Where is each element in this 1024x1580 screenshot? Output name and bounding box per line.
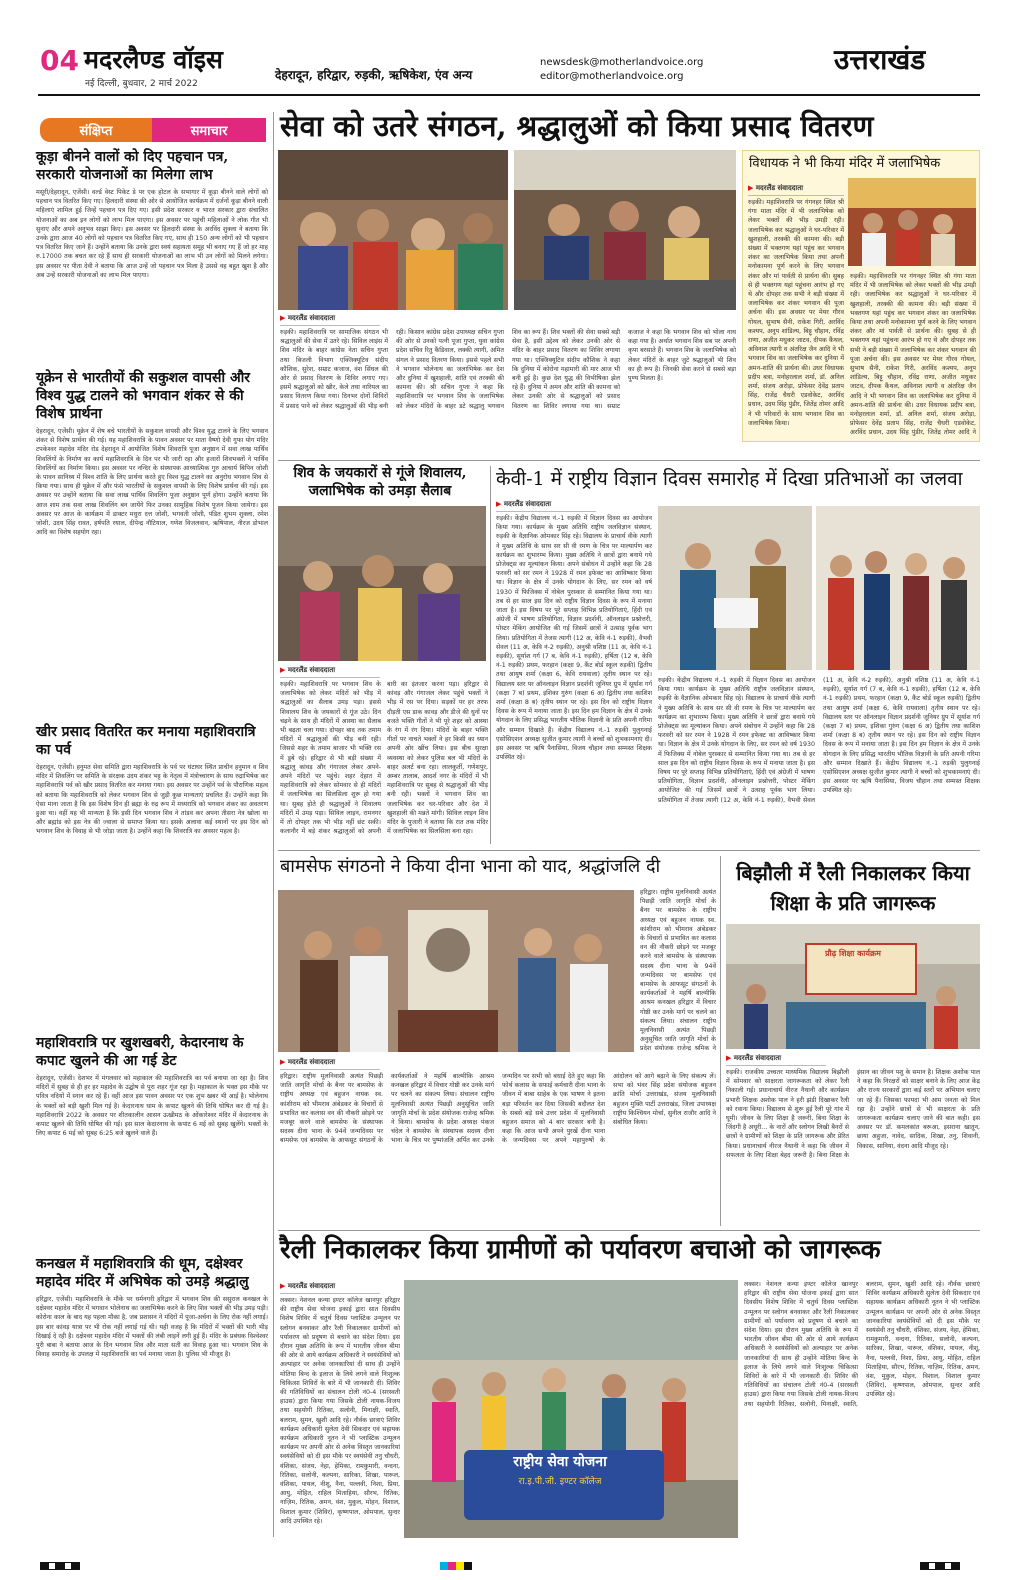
shivalay-body: रुड़की। महाशिवरात्रि पर भगवान शिव के जलाभिषेक को लेकर मंदिरों को भीड़ में श्रद्धालुओं का सैलाब उमड़ पड़ा। इससे शिवालय शिव के जयकारों से गूंज उठे। दिन चढ़ने के साथ ही मंदिरों में आस्था का सैलाब भी बढ़ता चला गया। दोपहर बाद तक तमाम मंदिरों में श्रद्धालुओं की भीड़ बनी रही। जिससे शहर के तमाम बाजार भी भक्ति रस में डूबे रहे। हरिद्वार से भी बड़ी संख्या में श्रद्धालु कांवड़ और गंगाजल लेकर अपने-अपने मंदिरों पर पहुंचे। शहर देहात में महाशिवरात्रि को लेकर सोमवार से ही मंदिरों में जलाभिषेक का सिलसिला शुरू हो गया था। सुबह होते ही श्रद्धालुओं ने शिवालय मंदिरों में उमड़ पड़ा। सिविल लाइन, रामनगर में तो दोपहर तक भी भीड़ नहीं छंट सकी। कलानौर में बड़े शंकर श्रद्धालुओं को अपनी बारी का इंतजार करना पड़ा। हरिद्वार से कांवड़ और गंगाजल लेकर पहुंचे भक्तों ने भीड़ में रस पर दिया। सड़कों पर हर तरफ दौड़ती एस डाक कावड़ और डीजे की धुनों पर बजते भक्ति गीतों ने भी पूरे शहर को आस्था के रंग में रंग दिया। मंदिरों के बाहर भक्ति गीतों पर नाचते भक्तों ने हर किसी का ध्यान अपनी ओर खींच लिया। इस बीच सुरक्षा व्यवस्था को लेकर पुलिस बल भी मंदिरों के बाहर अलर्ट बना रहा। लालकुर्ती, गणेशपुर, अम्बर तालाब, आदर्श नगर के मंदिरों में भी महाशिवरात्रि पर सुबह से श्रद्धालुओं की भीड़ बनी रही। भक्तों ने भगवान शिव का जलाभिषेक कर घर-परिवार और देश में खुशहाली की मन्नते मांगी। सिविल लाइन शिव मंदिर के पुजारी ने बताया कि रात तक मंदिर में जलाभिषेक का सिलसिला बना रहा। xyxy=(280,681,488,836)
literacy-banner-text: प्रौढ़ शिक्षा कार्यक्रम xyxy=(825,949,881,958)
kv-photo-1 xyxy=(658,506,812,670)
education-rally-headline: बिझौली में रैली निकालकर किया शिक्षा के प्रति जागरूक xyxy=(736,861,970,915)
brief-body-1: मसूरी/देहरादून, एजेंसी। वर्ल्ड वेस्ट पिकेट डे पर एक होटल के सभागार में कूड़ा बीनने वाले लोगों को पहचान पत्र वितरित किए गए। हिलदारी संस्था की ओर से आयोजित कार्यक्रम में दर्जनों कूड़ा बीनने वाली महिलाएं शामिल हुई जिन्हें पहचान पत्र दिए गए। इसी प्रदेश सरकार व भारत सरकार द्वारा संचालित योजनाओं का अब इन लोगों को लाभ मिल पाएगा। इस अवसर पर पहुंची महिलाओं ने लोक गीत भी सुनाए और अपने अनुभव साझा किए। इस अवसर पर हिलदारी संस्था के अरविंद शुक्ला ने बताया कि उनके द्वारा आज 40 लोगों को पहचान पत्र वितरित किए गए, साथ ही 150 अन्य लोगों को भी पहचान पत्र वितरित किए जाने हैं। उन्होंने बताया कि उनके द्वारा स्वयं सहायता समूह भी बनाए गए हैं जो हर माह रु.17000 तक बचत कर रहे हैं साथ ही सरकारी योजनाओं का लाभ भी उन लोगों को मिलने लगेगा। इस अवसर पर पीता देवी ने बताया कि आज उन्हें जो पहचान पत्र मिला है उससे वह बहुत खुश है और अब उन्हें सरकारी योजनाओं का लाभ मिल पाएगा। xyxy=(36,189,268,279)
brief-body-4: देहरादून, एजेंसी। देशभर में मंगलवार को महाकाल की महाशिवरात्रि का पर्व बनाया जा रहा है। शिव मंदिरों में सुबह से ही हर हर महादेव के उद्घोष से पूरा शहर गूंज रहा है। महाकाल के भक्त इस मौके पर पवित्र नदियों में स्नान कर रहे हैं। वहीं आज इस पावन अवसर पर एक शुभ खबर भी आई है। भोलेनाथ के भक्तों को बड़ी खुशी मिल गई है। केदारनाथ धाम के कपाट खुलने की तिथि घोषित कर दी गई है। महाशिवरात्रि 2022 के अवसर पर शीतकालीन आसन ऊखीमठ के ओंकारेश्वर मंदिर में केदारनाथ के कपाट खुलने की तिथि घोषित की गई। इस साल केदारनाथ के कपाट 6 मई को सुबह खुलेंगे। भक्तों के लिए कपाट 6 मई को सुबह 6:25 बजे खुलने वाले हैं। xyxy=(36,1075,268,1138)
section-rule xyxy=(278,460,980,461)
bamsef-headline: बामसेफ संगठनो ने किया दीना भाना को याद, श्रद्धांजलि दी xyxy=(280,856,661,877)
environment-headline: रैली निकालकर किया ग्रामीणों को पर्यावरण बचाओ को जागरूक xyxy=(280,1235,881,1265)
brief-headline-4: महाशिवरात्रि पर खुशखबरी, केदारनाथ के कपाट खुलने की आ गई डेट xyxy=(36,1035,244,1069)
bamsef-byline: ▶ मदरलैंड संवाददाता xyxy=(280,1058,380,1070)
education-rally-byline: ▶ मदरलैंड संवाददाता xyxy=(726,1054,826,1066)
page-number: 04 xyxy=(40,44,79,77)
column-divider-3 xyxy=(720,856,721,1226)
brief-news-tag xyxy=(40,118,266,142)
bamsef-body: हरिद्वार। राष्ट्रीय मूलनिवासी अत्यंत पिछड़ी जाति जागृति मोर्चा के बैनर पर बामसेफ के राष्ट्रीय अध्यक्ष एवं बहुजन नायक स्व. कांशीराम को भीमराव अंबेडकर के विचारों से प्रभावित कर कलास वन की नौकरी छोड़ने पर मजबूर करने वाले बामसेफ के संस्थापक सदस्य दीना भाना के 94वें जन्मदिवस पर बामसेफ एवं बामसेफ के आफसूट संगठनों के कार्यकर्ताओं ने महर्षि बाल्मीकि आश्रम कनखल हरिद्वार में विचार गोष्ठी कर उनके मार्ग पर चलने का संकल्प लिया। संचालन राष्ट्रीय मूलनिवासी अत्यंत पिछड़ी अनुसूचित जाति जागृति मोर्चा के प्रदेश संयोजक राजेन्द्र श्रमिक ने किया। बामसेफ के प्रदेश अध्यक्ष पंकज चंदेल ने बामसेफ के संस्थापक सदस्य दीना भाना के चित्र पर पुष्पांजलि अर्पित कर उनके जन्मदिन पर सभी को बधाई देते हुए कहा कि फोर्थ कलास के सफाई कर्मचारी दीना भाना के जीवन में बाबा साहेब के एक भाषण ने इतना बड़ा परिवर्तन कर दिया जिसकी बदौलत देश के सबसे बड़े सबे उत्तर प्रदेश में मूलनिवासी बहुजन समाज को 4 बार सरकार बनी है। कहा कि आज सभी अपने पुरखें दीना भाना के जन्मदिवस पर अपने महापुरुषों के आंदोलन को आगे बढ़ाने के लिए संकल्प लें। सभा को भंवर सिंह प्रदेश संयोजक बहुजन क्रांति मोर्चा उत्तराखंड, संजय मूलनिवासी बहुजन मुक्ति पार्टी उत्तराखंड, जिला उपाध्यक्ष राष्ट्रीय किश्चियन मोर्चा, सुनील राजौर आदि ने संबोधित किया। xyxy=(280,1073,716,1145)
brief-headline-1: कूड़ा बीनने वालों को दिए पहचान पत्र, सरकारी योजनाओं का मिलेगा लाभ xyxy=(36,149,229,183)
kv-photo-2 xyxy=(816,506,980,670)
brief-body-3: देहरादून, एजेंसी। हनुमत सेवा समिति द्वारा महाशिवरात्रि के पर्व पर घंटाघर स्थित प्राचीन हनुमान व शिव मंदिर में शिवलिंग पर समिति के संरक्षक उदय शंकर भट्ट के नेतृत्व में मंत्रोच्चारण के साथ रुद्राभिषेक कर महाशिवरात्रि पर्व को खीर प्रसाद वितरित कर मनाया गया। इस अवसर पर उन्होंने पर्व के पौराणिक महत्व को बताया कि महाशिवरात्रि को लेकर भगवान शिव से जुड़ी कुछ मान्यताएं प्रचलित हैं। उन्होंने कहा कि ऐसा माना जाता है कि इस विशेष दिन ही ब्रह्मा के रुद्र रूप में मध्यरात्रि को भगवान शंकर का अवतरण हुआ था। वहीं यह भी मान्यता है कि इसी दिन भगवान शिव ने तांडव कर अपना तीसरा नेत्र खोला था और ब्रह्मांड को इस नेत्र की ज्वाला से समाप्त किया था। इसके अलावा कई स्थानों पर इस दिन को भगवान शिव के विवाह से भी जोड़ा जाता है। उन्होंने कहा कि शिवरात्रि का अवसर महत्व है। xyxy=(36,764,268,836)
print-color-bar-center xyxy=(440,1562,472,1570)
bamsef-photo xyxy=(278,890,634,1052)
contact-emails xyxy=(540,56,703,84)
brief-headline-3: खीर प्रसाद वितरित कर मनाया महाशिवरात्रि का पर्व xyxy=(36,724,256,758)
mla-photo xyxy=(848,178,976,266)
lead-photo-2 xyxy=(514,150,736,310)
edition-cities: देहरादून, हरिद्वार, रुड़की, ऋषिकेश, एंव अन्य xyxy=(275,68,473,82)
print-color-bar-right xyxy=(920,1562,960,1570)
newspaper-name: मदरलैण्ड वॉइस xyxy=(84,45,223,74)
kv-byline: ▶ मदरलैंड संवाददाता xyxy=(496,500,596,512)
lead-body: रुड़की। महाशिवरात्रि पर सामाजिक संगठन भी श्रद्धालुओं की सेवा में उतरे रहे। सिविल लाइंस में शिव मंदिर के बाहर कांग्रेस नेता सचिन गुप्ता तथा बिजली विभाग एक्जिक्यूटिव संदीप कौशिक, सुरेश, सम्राट कजाज, वंश सिंघल की ओर से प्रसाद वितरण के शिविर लगाए गए। इसमें श्रद्धालुओं को खीर, केले तथा नारियल का प्रसाद वितरण किया गया। दिनभर दोनों शिविरों में प्रसाद पाने को लेकर श्रद्धालुओं की भीड़ बनी रही। किसान कांग्रेस प्रदेश उपाध्यक्ष सचिन गुप्ता की ओर से उनको पत्नी पूजा गुप्ता, युवा कांग्रेस प्रदेश सचिव रितु कैंडिवाल, लक्की त्यागी, अमित संगल ने प्रसाद वितरण किया। इससे पहले सभी ने भगवान भोलेनाथ का जलाभिषेक कर देश और दुनिया में खुशहाली, शांति एवं तरक्की की कामना की। श्री सचिन गुप्ता ने कहा कि महाशिवरात्रि पर भगवान शिव के जलाभिषेक को लेकर मंदिरों के बाहर डटे श्रद्धालु भगवान शिव का रूप हैं। शिव भक्तों की सेवा सबसे बड़ी सेवा है, इसी उद्देश्य को लेकर उनकी ओर से मंदिर के बाहर प्रसाद वितरण का शिविर लगाया गया था। एक्जिक्यूटिव संदीप कौशिक ने कहा कि दुनिया में कोरोना महामारी की मार आज भी बनी हुई है। कुछ देश युद्ध की विभीषिका झेल रहे हैं। दुनिया में अमन और शांति की कामना को लेकर उनकी ओर से श्रद्धालुओं को प्रसाद वितरण का शिविर लगाया गया था। सम्राट कजाज ने कहा कि भगवान शिव को भोला नाथ कहा गया है। अर्थात भगवान शिव सब पर अपनी कृपा बरसाते हैं। भगवान शिव के जलाभिषेक को लेकर मंदिरों के बाहर जुटे श्रद्धालुओं भी शिव का ही रूप है। जिनकी सेवा करने से सबसे बड़ा पुण्य मिलता है। xyxy=(280,329,736,410)
shivalay-byline: ▶ मदरलैंड संवाददाता xyxy=(280,666,380,678)
environment-body-col-2: लक्सर। नेशनल कन्या इण्टर कॉलेज खानपुर हरिद्वार की राष्ट्रीय सेवा योजना इकाई द्वारा सात दिवसीय विशेष शिविर में चतुर्थ दिवस प्लास्टिक उन्मूलन पर स्लोगन बनवाकर और रैली निकालकर ग्रामीणों को पर्यावरण को प्रदूषण से बचाने का संदेश दिया। इस दौरान मुख्य अतिथि के रूप में भारतीय जीवन बीमा की ओर से आये कार्यक्रम अधिकारी ने स्वयंसेवियों को अल्पाहार पर अनेक जानकारियां दी साथ ही उन्होंने मोतिया बिन्द के इलाज के लिये लगने वाले निःशुल्क चिकित्सा शिविरों के बारे में भी जानकारी दी। शिविर की गतिविधियों का संचालन टोली नं0-4 (सरस्वती हाउस) द्वारा किया गया जिसके टोली नायक-विजय तथा सहयोगी रितिका, सलोनी, मिनाक्षी, स्वाति, बलराम, सुमन, खुशी आदि रहे। नौर्वक छात्राएं शिविर कार्यक्रम अधिकारी सुलेता देवी सिकदार एवं सहायक कार्यक्रम अधिकारी नूतन ने भी प्लास्टिक उन्मूलन कार्यक्रम पर अपनी ओर से अनेक विस्तृत जानकारियां स्वयंसेवियों को दी इस मौके पर स्वयंसेवी तनु चौधरी, वंशिका, संजय, नेहा, हेमिका, रामकुमारी, वन्दना, रितिका, सलोनी, कल्पना, सारिका, शिखा, पारूल, वंशिका, पायल, नीशू, नैना, पल्लवी, निशा, प्रिया, आयु, मोहित, राहिल मिताहिया, सौरभ, रितिक, नाज़िम, रितिक, अमन, वंश, मुकुल, मोहन, विशाल, विशाल कुमार (शिविर), कृष्णपाल, ओमपाल, सुन्दर आदि उपस्थित रहे। xyxy=(744,1281,980,1408)
shivalay-headline: शिव के जयकारों से गूंजे शिवालय, जलाभिषेक को उमड़ा सैलाब xyxy=(293,465,467,499)
column-divider-2 xyxy=(490,466,491,844)
lead-photo-1 xyxy=(278,150,508,310)
kv-body-col-1: रुड़की। केंद्रीय विद्यालय नं.-1 रुड़की में विज्ञान दिवस का आयोजन किया गया। कार्यक्रम के मुख्य अतिथि राष्ट्रीय जलविज्ञान संस्थान, रुड़की के वैज्ञानिक ओमकार सिंह रहे। विद्यालय के प्राचार्य वीके त्यागी ने मुख्य अतिथि के साथ सर सी वी रमण के चित्र पर माल्यार्पण कर कार्यक्रम का शुभारम्भ किया। मुख्य अतिथि ने छात्रों द्वारा बनाये गये प्रोजेक्ट्स का मूल्यांकन किया। अपने संबोधन में उन्होंने कहा कि 28 फरवरी को सर रमन ने 1928 में रमन इफेक्ट का आविष्कार किया था। विज्ञान के क्षेत्र में उनके योगदान के लिए, सर रमन को वर्ष 1930 में फिजिक्स में नोबेल पुरस्कार से सम्मानित किया गया था। तब से हर साल इस दिन को राष्ट्रीय विज्ञान दिवस के रूप में मनाया जाता है। इस विषय पर पूरे सप्ताह विभिन्न प्रतियोगिताएं, हिंदी एवं अंग्रेजी में भाषण प्रतियोगिता, विज्ञान प्रदर्शनी, ऑनलाइन प्रश्नोत्तरी, पोस्टर मेकिंग आयोजित की गई जिसमें छात्रों ने उत्साह पूर्वक भाग लिया। प्रतियोगिता में तेजस त्यागी (12 अ, केवि नं-1 रुड़की), वैभवी सेवल (11 अ, केवि नं-2 रुड़की), अनुश्री वशिष्ठ (11 अ, केवि नं-1 रुड़की), सूर्याश गर्ग (7 ब, केवि नं-1 रुड़की), हर्षिता (12 ब, केवि नं-1 रुड़की) प्रथम, फरहान (कक्षा 9, कैंट बोर्ड स्कूल रुड़की) द्वितीय तथा आयुष शर्मा (कक्षा 6, केवि रायवाला) तृतीय स्थान पर रहे। विद्यालय स्तर पर ऑनलाइन विज्ञान प्रदर्शनी जूनियर ग्रुप में सूर्याश गर्ग (कक्षा 7 ब) प्रथम, इशिका गुरुंग (कक्षा 6 अ) द्वितीय तथा काशिश शर्मा (कक्षा 8 ब) तृतीय स्थान पर रहे। इस दिन को राष्ट्रीय विज्ञान दिवस के रूप में मनाया जाता है। इस दिन हम विज्ञान के क्षेत्र में उनके योगदान के लिए प्रसिद्ध भारतीय भौतिक विज्ञानी के प्रति अपनी गरिमा और सम्मान दिखाते हैं। केंद्रीय विद्यालय नं.-1 रुड़की पुलुगनाई एसोसिएशन अध्यक्ष सुजीत कुमार त्यागी ने बच्चों को शुभकामनाएं दी। इस अवसर पर ऋषि पैनासिया, विजय चौहान तथा सम्मस्त शिक्षक उपस्थित रहे। xyxy=(496,515,652,762)
section-rule-3 xyxy=(278,1230,980,1231)
nss-banner-subtext: रा.इ.पी.जी. इण्टर कॉलेज xyxy=(518,1477,602,1487)
nss-banner-text: राष्ट्रीय सेवा योजना xyxy=(513,1454,607,1470)
brief-headline-5: कनखल में महाशिवरात्रि की धूम, दक्षेश्वर महादेव मंदिर में अभिषेक को उमड़े श्रद्धालु xyxy=(36,1256,249,1290)
editor-email[interactable]: editor@motherlandvoice.org xyxy=(540,71,684,82)
column-divider xyxy=(273,112,274,1537)
brief-tag-left: संक्षिप्त xyxy=(40,118,152,142)
mla-body-col-1: रुड़की। महाशिवरात्रि पर गंगनहर स्थित श्री गंगा माता मंदिर में भी जलाभिषेक को लेकर भक्तों की भीड़ उमड़ी रही। जलाभिषेक कर श्रद्धालुओं ने घर-परिवार में खुशहाली, तरक्की की कामना की। बड़ी संख्या में भक्तगण यहां पहुंच कर भगवान शंकर का जलाभिषेक किया तथा अपनी मनोकामना पूर्ण करने के लिए भगवान शंकर और मां पार्वती से प्रार्थना की। सुबह से ही भक्तगण यहां पहुंचना आरंभ हो गए थे और दोपहर तक सभी ने बड़ी संख्या में जलाभिषेक कर शंकर भगवान की पूजा अर्चना की। इस अवसर पर मेयर गौरव गोयल, सुभाष सैनी, राकेश गिरी, अरविंद कश्यप, अनूप शांडिल्य, बिट्टू चौहान, रविंद्र राणा, अजीत मधुकर जाटव, दीपक कैंथल, अविनाश त्यागी व अंतरिक्ष जैन आदि ने भी भगवान शिव का जलाभिषेक कर दुनिया में अमन-शांति की प्रार्थना की। उधर विधायक प्रदीप बत्रा, मनोहरलाल शर्मा, डॉ. अनिल शर्मा, संजय अरोड़ा, प्रोफेसर देवेंद्र प्रताप सिंह, राजेंद्र चैधरी एडवोकेट, अरविंद प्रधान, उदय सिंह पुंडीर, जितेंद्र तोमर आदि ने भी परिवारों के साथ भगवान शिव का जलाभिषेक किया। xyxy=(748,199,844,427)
issue-date: नई दिल्ली, बुधवार, 2 मार्च 2022 xyxy=(85,79,198,89)
brief-tag-right: समाचार xyxy=(152,118,266,142)
environment-photo xyxy=(404,1280,738,1538)
mla-body-col-2: रुड़की। महाशिवरात्रि पर गंगनहर स्थित श्री गंगा माता मंदिर में भी जलाभिषेक को लेकर भक्तों की भीड़ उमड़ी रही। जलाभिषेक कर श्रद्धालुओं ने घर-परिवार में खुशहाली, तरक्की की कामना की। बड़ी संख्या में भक्तगण यहां पहुंच कर भगवान शंकर का जलाभिषेक किया तथा अपनी मनोकामना पूर्ण करने के लिए भगवान शंकर और मां पार्वती से प्रार्थना की। सुबह से ही भक्तगण यहां पहुंचना आरंभ हो गए थे और दोपहर तक सभी ने बड़ी संख्या में जलाभिषेक कर शंकर भगवान की पूजा अर्चना की। इस अवसर पर मेयर गौरव गोयल, सुभाष सैनी, राकेश गिरी, अरविंद कश्यप, अनूप शांडिल्य, बिट्टू चौहान, रविंद्र राणा, अजीत मधुकर जाटव, दीपक कैंथल, अविनाश त्यागी व अंतरिक्ष जैन आदि ने भी भगवान शिव का जलाभिषेक कर दुनिया में अमन-शांति की प्रार्थना की। उधर विधायक प्रदीप बत्रा, मनोहरलाल शर्मा, डॉ. अनिल शर्मा, संजय अरोड़ा, प्रोफेसर देवेंद्र प्रताप सिंह, राजेंद्र चैधरी एडवोकेट, अरविंद प्रधान, उदय सिंह पुंडीर, जितेंद्र तोमर आदि ने xyxy=(850,273,976,437)
brief-headline-2: यूक्रेन से भारतीयों की सकुशल वापसी और विश्व युद्ध टालने को भगवान शंकर से की विशेष प्रार्थना xyxy=(36,370,251,422)
environment-body-col-1: लक्सर। नेशनल कन्या इण्टर कॉलेज खानपुर हरिद्वार की राष्ट्रीय सेवा योजना इकाई द्वारा सात दिवसीय विशेष शिविर में चतुर्थ दिवस प्लास्टिक उन्मूलन पर स्लोगन बनवाकर और रैली निकालकर ग्रामीणों को पर्यावरण को प्रदूषण से बचाने का संदेश दिया। इस दौरान मुख्य अतिथि के रूप में भारतीय जीवन बीमा की ओर से आये कार्यक्रम अधिकारी ने स्वयंसेवियों को अल्पाहार पर अनेक जानकारियां दी साथ ही उन्होंने मोतिया बिन्द के इलाज के लिये लगने वाले निःशुल्क चिकित्सा शिविरों के बारे में भी जानकारी दी। शिविर की गतिविधियों का संचालन टोली नं0-4 (सरस्वती हाउस) द्वारा किया गया जिसके टोली नायक-विजय तथा सहयोगी रितिका, सलोनी, मिनाक्षी, स्वाति, बलराम, सुमन, खुशी आदि रहे। नौर्वक छात्राएं शिविर कार्यक्रम अधिकारी सुलेता देवी सिकदार एवं सहायक कार्यक्रम अधिकारी नूतन ने भी प्लास्टिक उन्मूलन कार्यक्रम पर अपनी ओर से अनेक विस्तृत जानकारियां स्वयंसेवियों को दी इस मौके पर स्वयंसेवी तनु चौधरी, वंशिका, संजय, नेहा, हेमिका, रामकुमारी, वन्दना, रितिका, सलोनी, कल्पना, सारिका, शिखा, पारूल, वंशिका, पायल, नीशू, नैना, पल्लवी, निशा, प्रिया, आयु, मोहित, राहिल मिताहिया, सौरभ, रितिक, नाज़िम, रितिक, अमन, वंश, मुकुल, मोहन, विशाल, विशाल कुमार (शिविर), कृष्णपाल, ओमपाल, सुन्दर आदि उपस्थित रहे। xyxy=(280,1297,400,1525)
kv-headline: केवी-1 में राष्ट्रीय विज्ञान दिवस समारोह में दिखा प्रतिभाओं का जलवा xyxy=(496,468,963,490)
mla-headline: विधायक ने भी किया मंदिर में जलाभिषेक xyxy=(749,156,941,171)
lead-headline: सेवा को उतरे संगठन, श्रद्धालुओं को किया प्रसाद वितरण xyxy=(280,109,874,143)
bamsef-body-col-3: हरिद्वार। राष्ट्रीय मूलनिवासी अत्यंत पिछड़ी जाति जागृति मोर्चा के बैनर पर बामसेफ के राष्ट्रीय अध्यक्ष एवं बहुजन नायक स्व. कांशीराम को भीमराव अंबेडकर के विचारों से प्रभावित कर कलास वन की नौकरी छोड़ने पर मजबूर करने वाले बामसेफ के संस्थापक सदस्य दीना भाना के 94वें जन्मदिवस पर बामसेफ एवं बामसेफ के आफसूट संगठनों के कार्यकर्ताओं ने महर्षि बाल्मीकि आश्रम कनखल हरिद्वार में विचार गोष्ठी कर उनके मार्ग पर चलने का संकल्प लिया। संचालन राष्ट्रीय मूलनिवासी अत्यंत पिछड़ी अनुसूचित जाति जागृति मोर्चा के प्रदेश संयोजक राजेन्द्र श्रमिक ने xyxy=(640,889,716,1052)
kv-body-col-2: रुड़की। केंद्रीय विद्यालय नं.-1 रुड़की में विज्ञान दिवस का आयोजन किया गया। कार्यक्रम के मुख्य अतिथि राष्ट्रीय जलविज्ञान संस्थान, रुड़की के वैज्ञानिक ओमकार सिंह रहे। विद्यालय के प्राचार्य वीके त्यागी ने मुख्य अतिथि के साथ सर सी वी रमण के चित्र पर माल्यार्पण कर कार्यक्रम का शुभारम्भ किया। मुख्य अतिथि ने छात्रों द्वारा बनाये गये प्रोजेक्ट्स का मूल्यांकन किया। अपने संबोधन में उन्होंने कहा कि 28 फरवरी को सर रमन ने 1928 में रमन इफेक्ट का आविष्कार किया था। विज्ञान के क्षेत्र में उनके योगदान के लिए, सर रमन को वर्ष 1930 में फिजिक्स में नोबेल पुरस्कार से सम्मानित किया गया था। तब से हर साल इस दिन को राष्ट्रीय विज्ञान दिवस के रूप में मनाया जाता है। इस विषय पर पूरे सप्ताह विभिन्न प्रतियोगिताएं, हिंदी एवं अंग्रेजी में भाषण प्रतियोगिता, विज्ञान प्रदर्शनी, ऑनलाइन प्रश्नोत्तरी, पोस्टर मेकिंग आयोजित की गई जिसमें छात्रों ने उत्साह पूर्वक भाग लिया। प्रतियोगिता में तेजस त्यागी (12 अ, केवि नं-1 रुड़की), वैभवी सेवल (11 अ, केवि नं-2 रुड़की), अनुश्री वशिष्ठ (11 अ, केवि नं-1 रुड़की), सूर्याश गर्ग (7 ब, केवि नं-1 रुड़की), हर्षिता (12 ब, केवि नं-1 रुड़की) प्रथम, फरहान (कक्षा 9, कैंट बोर्ड स्कूल रुड़की) द्वितीय तथा आयुष शर्मा (कक्षा 6, केवि रायवाला) तृतीय स्थान पर रहे। विद्यालय स्तर पर ऑनलाइन विज्ञान प्रदर्शनी जूनियर ग्रुप में सूर्याश गर्ग (कक्षा 7 ब) प्रथम, इशिका गुरुंग (कक्षा 6 अ) द्वितीय तथा काशिश शर्मा (कक्षा 8 ब) तृतीय स्थान पर रहे। इस दिन को राष्ट्रीय विज्ञान दिवस के रूप में मनाया जाता है। इस दिन हम विज्ञान के क्षेत्र में उनके योगदान के लिए प्रसिद्ध भारतीय भौतिक विज्ञानी के प्रति अपनी गरिमा और सम्मान दिखाते हैं। केंद्रीय विद्यालय नं.-1 रुड़की पुलुगनाई एसोसिएशन अध्यक्ष सुजीत कुमार त्यागी ने बच्चों को शुभकामनाएं दी। इस अवसर पर ऋषि पैनासिया, विजय चौहान तथा सम्मस्त शिक्षक उपस्थित रहे। xyxy=(658,677,980,804)
education-rally-body: रुड़की। राजकीय उच्चतर माध्यमिक विद्यालय बिझौली में सोमवार को साक्षरता जागरूकता को लेकर रैली निकाली गई। प्रधानाचार्य नीरज नैथानी और कार्यक्रम प्रभारी शिक्षक अशोक पाल ने हरी झंडी दिखाकर रैली को रवाना किया। विद्यालय से शुरू हुई रैली पूरे गांव में घूमी। जीवन के लिए शिक्षा है जरूरी, बिना शिक्षा के जिंदगी है अधूरी... के नारों और स्लोगन लिखी बैनरों से छात्रों ने ग्रामीणों को शिक्षा के प्रति जागरूक और प्रेरित किया। प्रधानाचार्य नीरज नैथानी ने कहा कि जीवन में सफलता के लिए शिक्षा बेहद जरूरी है। बिना शिक्षा के इंसान का जीवन पशु के समान है। शिक्षक अशोक पाल ने कहा कि निरक्षरों को साक्षर बनाने के लिए आज केंद्र और राज्य सरकारों द्वारा कई स्तरों पर अभियान चलाए जा रहे हैं। जिसका फायदा भी आम जनता को मिल रहा है। उन्होंने छात्रों से भी साक्षरता के प्रति जागरूकता कार्यक्रम चलाए जाने की बात कही। इस अवसर पर डॉ. कमलकांत बरूआ, इसराना खातून, छाया अहुजा, नावेद, सादिक, शिखा, तनु, शिवानी, विकास, सानिया, वंदना आदि मौजूद रहे। xyxy=(726,1069,980,1159)
lead-byline: ▶ मदरलैंड संवाददाता xyxy=(280,314,380,326)
print-color-bar-left xyxy=(40,1562,80,1570)
masthead-rule xyxy=(38,94,980,96)
newsdesk-email[interactable]: newsdesk@motherlandvoice.org xyxy=(540,57,704,68)
mla-byline: ▶ मदरलैंड संवाददाता xyxy=(748,184,844,196)
education-rally-photo xyxy=(726,924,980,1049)
shivalay-photo xyxy=(278,506,486,661)
brief-body-5: हरिद्वार, एजेंसी। महाशिवरात्रि के मौके पर धर्मनगरी हरिद्वार में भगवान शिव की ससुराल कनखल के दक्षेश्वर महादेव मंदिर में भगवान भोलेनाथ का जलाभिषेक करने के लिए शिव भक्तों की भीड़ उमड़ पड़ी। कोरोना काल के बाद यह पहला मौका है, जब प्रशासन ने मंदिरों में पूजा-अर्चना के लिए रोक नहीं लगाई। इस बार कांवड़ यात्रा पर भी रोक नहीं लगाई गई थी। यही वजह है कि मंदिरों में भक्तों की भारी भीड़ दिखाई दे रही है। दक्षेश्वर महादेव मंदिर में भक्तों की लंबी लाइनें लगी हुई हैं। मंदिर के प्रबंधक विश्वेश्वर पुरी बाबा ने बताया आज के दिन भगवान शिव और माता सती का विवाह हुआ था। भगवान शिव के विवाह समारोह के उपलक्ष में महाशिवरात्रि का पर्व मनाया जाता है। पुलिस भी मौजूद है। xyxy=(36,1296,268,1359)
state-section-title: उत्तराखंड xyxy=(834,43,926,76)
brief-news-column xyxy=(36,148,268,1538)
brief-body-2: देहरादून, एजेंसी। यूक्रेन में शेष बचे भारतीयों के सकुशल वापसी और विश्व युद्ध टालने के लिए भगवान शंकर से विशेष प्रार्थना की गई। यह महाशिवरात्रि के पावन अवसर पर माता वैष्णो देवी गुफा योग मंदिर टपकेश्वर महादेव मंदिर रोड देहरादून में आयोजित विशेष शिवरात्रि पूजा अनुष्ठान में सवा लाख पार्थिव शिवलिंगों के निर्माण का कार्य महाशिवरात्रि के दिन पर भी जारी रहा और हजारों शिवभक्तों ने पार्थिव शिवलिंगों का निर्माण किया। इस अवसर पर नन्दिर के संस्थापक आध्यात्मिक गुरु आचार्य बिपिन जोशी के पावन सानिध्य में विश्व शांति के लिए प्रार्थना करते हुए विश्व युद्ध टालने का अनुरोध भगवान शिव से किया गया। साथ ही यूक्रेन में और फंसे भारतीयों के सकुशल वापसी के लिए विशेष प्रार्थना की गई। इस अवसर पर उन्होंने बताया कि सवा लाख पार्थिव शिवलिंग पूजा अनुष्ठान पूर्ण होगा। उन्होंने बताया कि आज शाम तक सवा लाख शिवलिंग बन जायेंगे फिर उनका सामूहिक विशेष पूजन किया जायेगा। इस अवसर पर आज के कार्यक्रम में डाक्टर मधुरा दत्त जोशी, भगवती जोशी, पंडित शुभम शुक्ला, रमेश जोशी, उदय सिंह रावत, हर्षपति रयाल, दीपेन्द्र नौटियाल, गणेश विजलवान, ऋषिपाल, नीरज डोभाल आदि का विशेष सहयोग रहा। xyxy=(36,428,268,537)
environment-byline: ▶ मदरलैंड संवाददाता xyxy=(280,1282,380,1294)
section-rule-2 xyxy=(278,850,980,851)
